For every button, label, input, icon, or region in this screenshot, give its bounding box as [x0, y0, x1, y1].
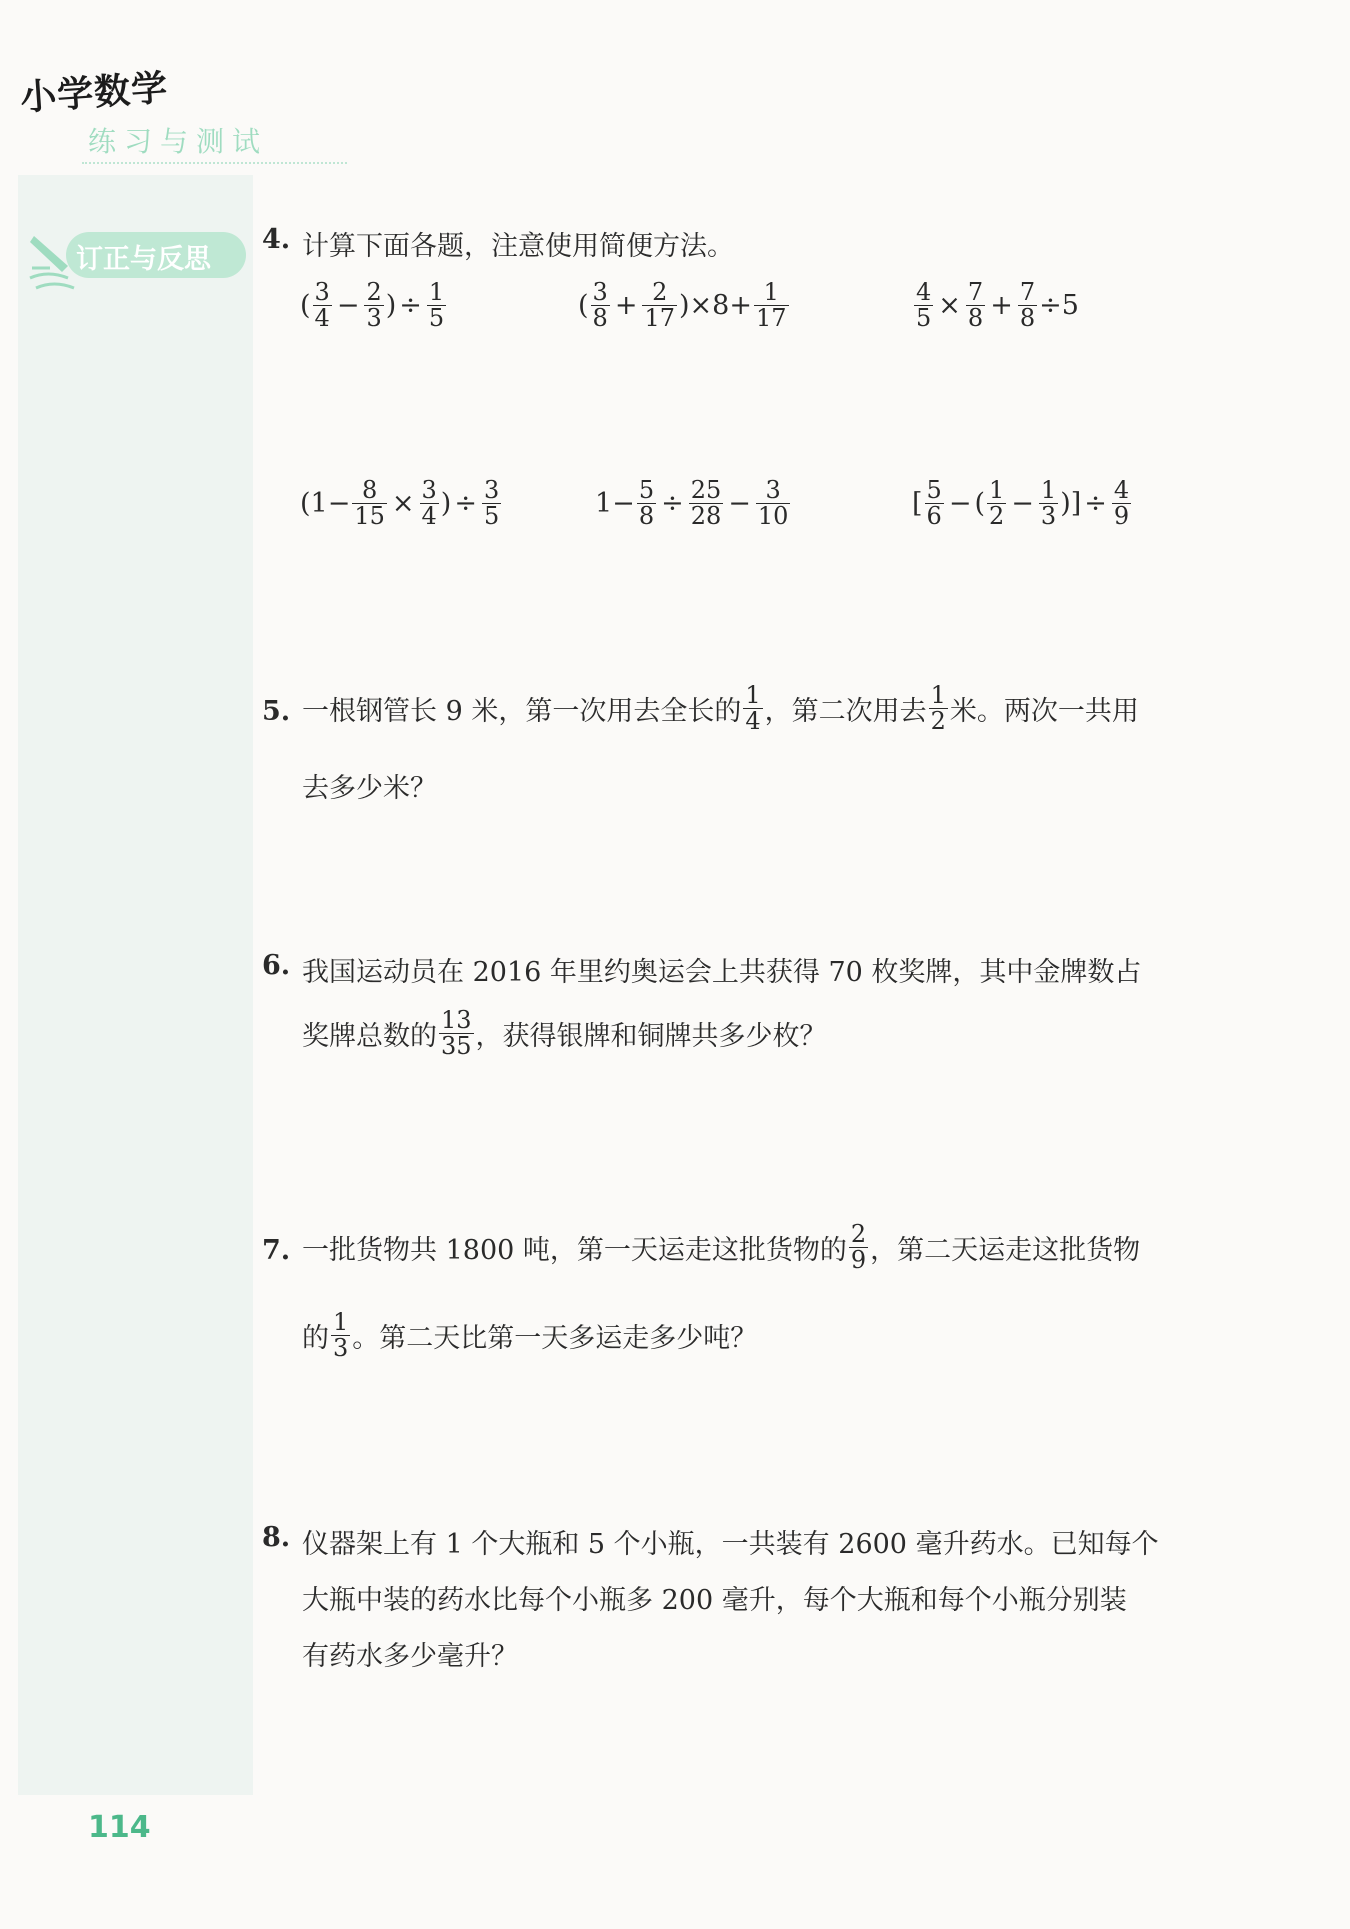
review-badge — [28, 228, 228, 296]
q6-number: 6. — [262, 950, 291, 981]
q4-expr-2: ( $\frac{3}{8}$ + $\frac{2}{17}$ ) ×8+ $\frac{1}{17}$ — [578, 278, 787, 333]
header-divider — [82, 162, 347, 164]
q5-line-1: 一根钢管长 9 米，第一次用去全长的 $\frac{1}{4}$ ，第二次用去 $\frac{1}{2}$ 米。两次一共用 — [302, 681, 1139, 736]
q4-text: 计算下面各题，注意使用简便方法。 — [302, 231, 734, 262]
q4-expr-4: (1− $\frac{8}{15}$ × $\frac{3}{4}$ ) ÷ $\frac{3}{5}$ — [300, 476, 500, 531]
review-sidebar — [18, 175, 253, 1795]
q4-expr-6: [ $\frac{5}{6}$ − ( $\frac{1}{2}$ − $\frac{1}{3}$ )] ÷ $\frac{4}{9}$ — [912, 476, 1130, 531]
q8-line-3: 有药水多少毫升？ — [302, 1641, 518, 1672]
q4-expr-5: 1− $\frac{5}{8}$ ÷ $\frac{25}{28}$ − $\frac{3}{10}$ — [595, 476, 789, 531]
q8-line-2: 大瓶中装的药水比每个小瓶多 200 毫升，每个大瓶和每个小瓶分别装 — [302, 1585, 1127, 1616]
badge-label: 订正与反思 — [76, 244, 211, 275]
q4-number: 4. — [262, 224, 291, 255]
q4-expr-3: $\frac{4}{5}$ × $\frac{7}{8}$ + $\frac{7}{8}$ ÷5 — [916, 278, 1079, 333]
q8-number: 8. — [262, 1522, 291, 1553]
q6-line-2: 奖牌总数的 $\frac{13}{35}$ ，获得银牌和铜牌共多少枚？ — [302, 1006, 827, 1061]
q8-line-1: 仪器架上有 1 个大瓶和 5 个小瓶，一共装有 2600 毫升药水。已知每个 — [302, 1529, 1159, 1560]
book-title: 小学数学 — [19, 67, 170, 120]
q4-expr-1: ( $\frac{3}{4}$ − $\frac{2}{3}$ ) ÷ $\frac{1}{5}$ — [300, 278, 445, 333]
q7-line-2: 的 $\frac{1}{3}$ 。第二天比第一天多运走多少吨？ — [302, 1308, 758, 1363]
page-number: 114 — [88, 1810, 151, 1845]
q5-number: 5. — [262, 696, 291, 727]
q5-line-2: 去多少米？ — [302, 773, 437, 804]
book-subtitle: 练习与测试 — [88, 125, 269, 158]
q6-line-1: 我国运动员在 2016 年里约奥运会上共获得 70 枚奖牌，其中金牌数占 — [302, 957, 1142, 988]
q7-number: 7. — [262, 1235, 291, 1266]
book-header — [19, 67, 269, 158]
q7-line-1: 一批货物共 1800 吨，第一天运走这批货物的 $\frac{2}{9}$ ，第二天运走这批货物 — [302, 1220, 1141, 1275]
